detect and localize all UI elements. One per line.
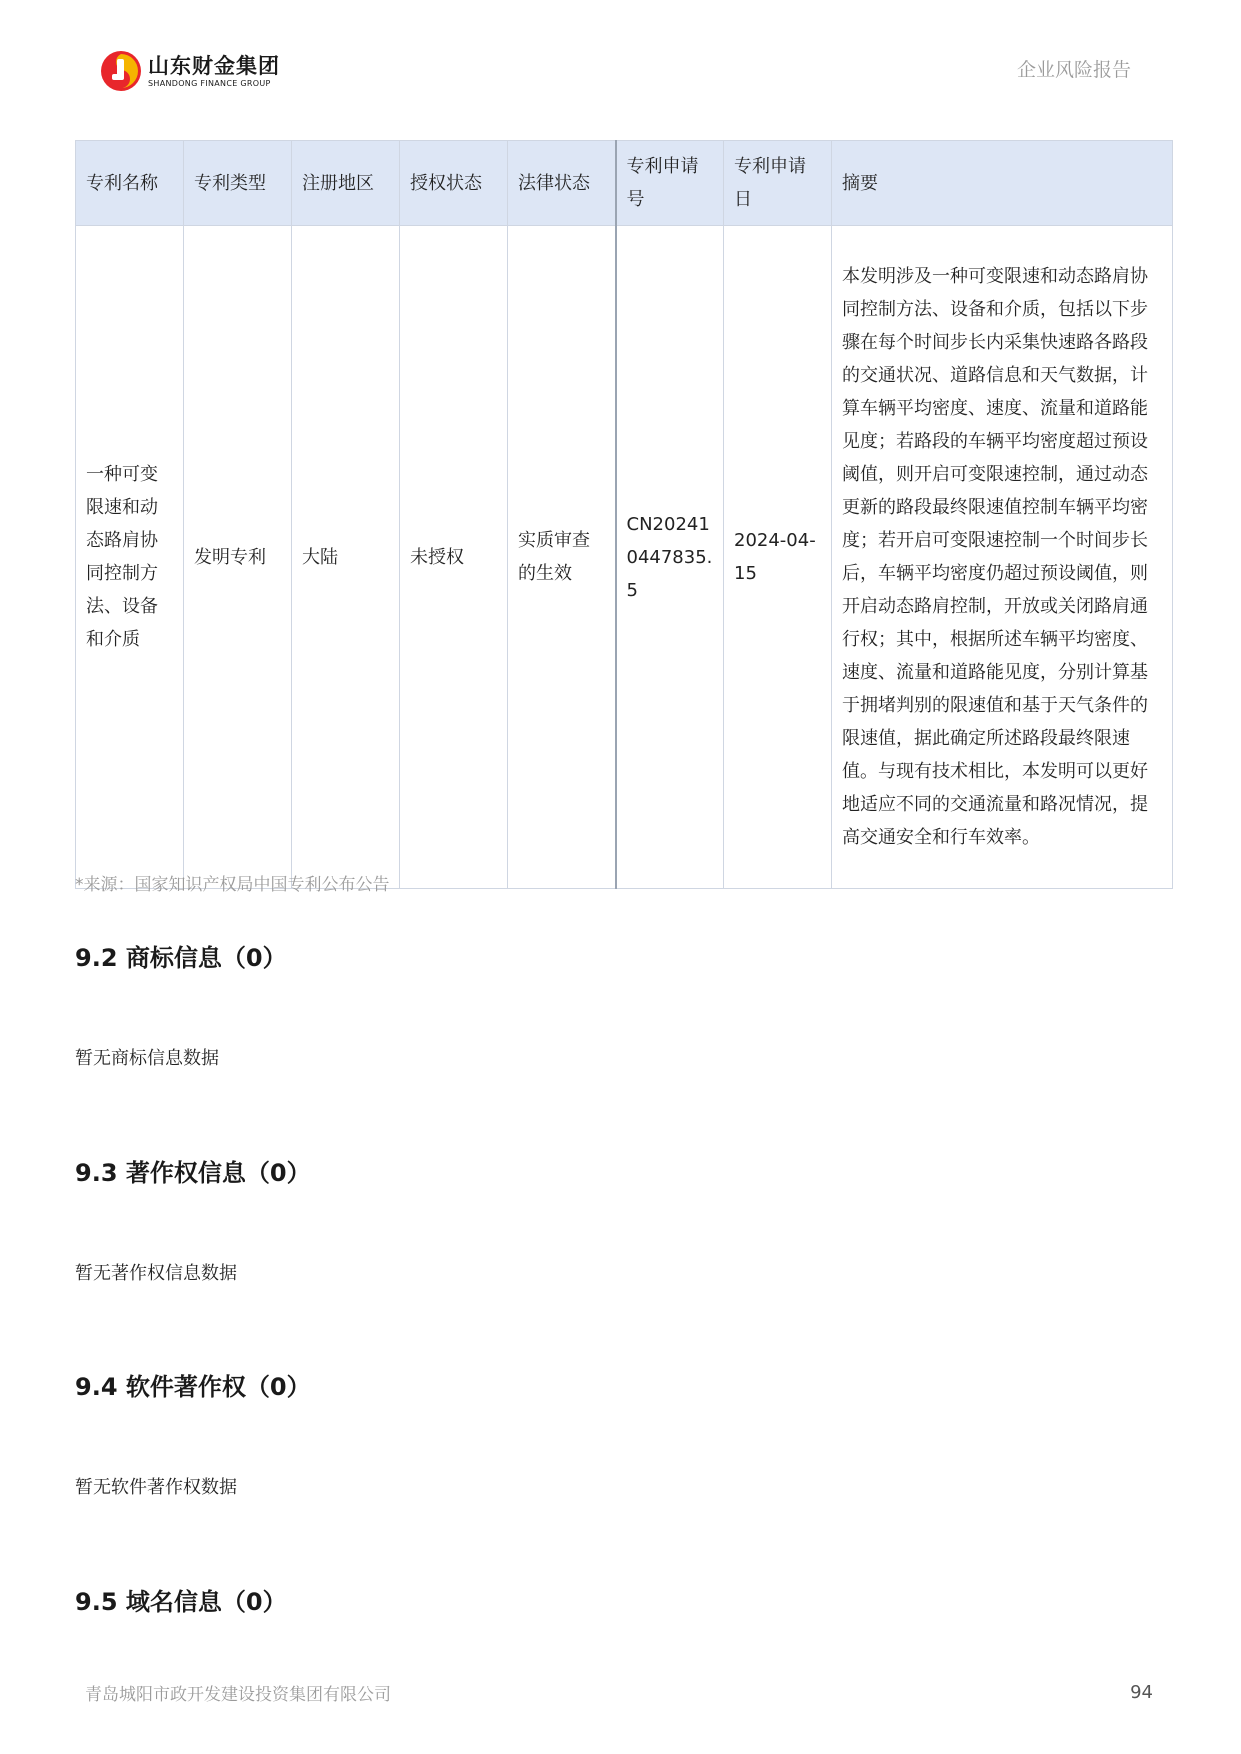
patent-table <box>75 140 1173 889</box>
header-patent-type: 专利类型 <box>184 141 292 226</box>
section-empty-copyright: 暂无著作权信息数据 <box>75 1263 237 1284</box>
cell-summary: 本发明涉及一种可变限速和动态路肩协同控制方法、设备和介质，包括以下步骤在每个时间步长内采集快速路各路段的交通状况、道路信息和天气数据，计算车辆平均密度、速度、流量和道路能见度；若路段的车辆平均密度超过预设阈值，则开启可变限速控制，通过动态更新的路段最终限速值控制车辆平均密度；若开启可变限速控制一个时间步长后，车辆平均密度仍超过预设阈值，则开启动态路肩控制，开放或关闭路肩通行权；其中，根据所述车辆平均密度、速度、流量和道路能见度，分别计算基于拥堵判别的限速值和基于天气条件的限速值，据此确定所述路段最终限速值。与现有技术相比，本发明可以更好地适应不同的交通流量和路况情况，提高交通安全和行车效率。 <box>832 226 1173 889</box>
cell-patent-type: 发明专利 <box>184 226 292 889</box>
cell-application-date: 2024-04-15 <box>724 226 832 889</box>
header-grant-status: 授权状态 <box>400 141 508 226</box>
section-title-software-copyright: 9.4 软件著作权（0） <box>75 1373 311 1401</box>
report-title: 企业风险报告 <box>1016 59 1131 81</box>
cell-region: 大陆 <box>292 226 400 889</box>
cell-legal-status: 实质审查的生效 <box>508 226 616 889</box>
page-header <box>0 0 1241 110</box>
page-number: 94 <box>1130 1682 1153 1703</box>
section-title-copyright: 9.3 著作权信息（0） <box>75 1159 311 1187</box>
header-summary: 摘要 <box>832 141 1173 226</box>
header-region: 注册地区 <box>292 141 400 226</box>
table-source-note: *来源：国家知识产权局中国专利公布公告 <box>75 875 390 895</box>
header-patent-name: 专利名称 <box>76 141 184 226</box>
logo-icon <box>100 50 142 92</box>
company-logo <box>100 50 280 92</box>
logo-name-cn: 山东财金集团 <box>148 53 280 78</box>
cell-grant-status: 未授权 <box>400 226 508 889</box>
table-header-row <box>76 141 1173 226</box>
cell-patent-name: 一种可变限速和动态路肩协同控制方法、设备和介质 <box>76 226 184 889</box>
section-title-domain: 9.5 域名信息（0） <box>75 1588 287 1616</box>
section-title-trademark: 9.2 商标信息（0） <box>75 944 287 972</box>
header-application-no: 专利申请号 <box>616 141 724 226</box>
logo-name-en: SHANDONG FINANCE GROUP <box>148 78 271 88</box>
section-empty-trademark: 暂无商标信息数据 <box>75 1048 219 1069</box>
footer-company-name: 青岛城阳市政开发建设投资集团有限公司 <box>85 1685 391 1705</box>
header-legal-status: 法律状态 <box>508 141 616 226</box>
header-application-date: 专利申请日 <box>724 141 832 226</box>
section-empty-software-copyright: 暂无软件著作权数据 <box>75 1477 237 1498</box>
cell-application-no: CN202410447835.5 <box>616 226 724 889</box>
table-row <box>76 226 1173 889</box>
